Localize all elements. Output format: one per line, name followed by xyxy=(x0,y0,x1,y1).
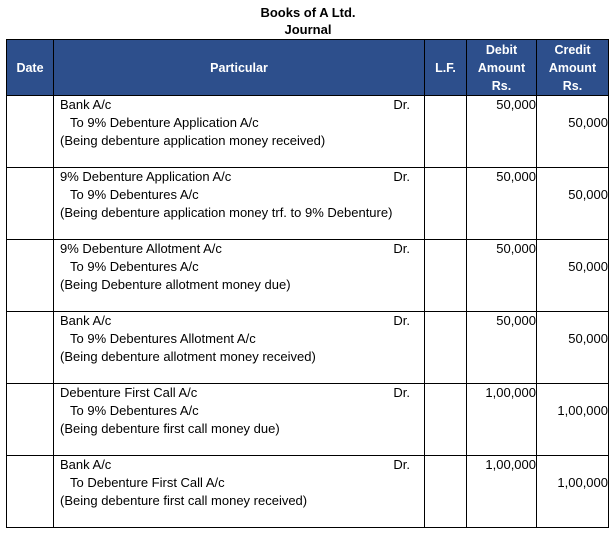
dr-marker: Dr. xyxy=(393,241,410,256)
dr-marker: Dr. xyxy=(393,457,410,472)
particular-cell xyxy=(54,96,425,168)
lf-cell xyxy=(425,168,467,240)
dr-marker: Dr. xyxy=(393,313,410,328)
debit-amount: 1,00,000 xyxy=(467,456,537,528)
journal-entry-row xyxy=(7,168,609,240)
credit-amount: 1,00,000 xyxy=(557,475,608,490)
journal-entry-row xyxy=(7,96,609,168)
date-cell xyxy=(7,96,54,168)
credit-header-line1: Credit xyxy=(554,42,591,57)
credit-header-line3: Rs. xyxy=(562,78,583,93)
credit-amount: 50,000 xyxy=(568,115,608,130)
column-header-lf: L.F. xyxy=(425,40,467,96)
debit-account: Bank A/c xyxy=(60,457,112,472)
particular-cell xyxy=(54,312,425,384)
debit-account: 9% Debenture Application A/c xyxy=(60,169,232,184)
date-cell xyxy=(7,456,54,528)
credit-amount: 50,000 xyxy=(568,187,608,202)
credit-amount-cell xyxy=(537,240,609,312)
debit-header-line1: Debit xyxy=(485,42,518,57)
journal-entry-row xyxy=(7,384,609,456)
credit-amount-cell xyxy=(537,456,609,528)
credit-account: To 9% Debentures A/c xyxy=(70,403,199,418)
column-header-credit xyxy=(537,40,609,96)
credit-amount-cell xyxy=(537,312,609,384)
journal-header-row xyxy=(7,40,609,96)
date-cell xyxy=(7,240,54,312)
dr-marker: Dr. xyxy=(393,169,410,184)
debit-account-line xyxy=(54,384,424,402)
debit-account: Debenture First Call A/c xyxy=(60,385,198,400)
particular-cell xyxy=(54,168,425,240)
debit-account: Bank A/c xyxy=(60,313,112,328)
particular-cell xyxy=(54,384,425,456)
debit-header-line3: Rs. xyxy=(491,78,512,93)
credit-account: To 9% Debentures A/c xyxy=(70,259,199,274)
debit-account-line xyxy=(54,168,424,186)
lf-cell xyxy=(425,312,467,384)
debit-account-line xyxy=(54,456,424,474)
credit-amount-cell xyxy=(537,384,609,456)
credit-account: To 9% Debentures A/c xyxy=(70,187,199,202)
document-title: Books of A Ltd. xyxy=(260,5,356,20)
lf-cell xyxy=(425,240,467,312)
journal-entry-row xyxy=(7,456,609,528)
lf-cell xyxy=(425,384,467,456)
journal-entry-row xyxy=(7,240,609,312)
debit-account-line xyxy=(54,312,424,330)
credit-header-line2: Amount xyxy=(548,60,597,75)
date-cell xyxy=(7,384,54,456)
lf-cell xyxy=(425,456,467,528)
narration: (Being debenture application money trf. to 9% Debenture) xyxy=(60,205,393,220)
narration: (Being debenture first call money received) xyxy=(60,493,308,508)
narration: (Being debenture allotment money received) xyxy=(60,349,316,364)
narration: (Being Debenture allotment money due) xyxy=(60,277,291,292)
particular-cell xyxy=(54,240,425,312)
credit-amount: 50,000 xyxy=(568,259,608,274)
debit-header-line2: Amount xyxy=(477,60,526,75)
document-subtitle: Journal xyxy=(284,22,332,37)
document-header xyxy=(0,4,616,38)
credit-amount-cell xyxy=(537,96,609,168)
debit-account: 9% Debenture Allotment A/c xyxy=(60,241,222,256)
debit-amount: 50,000 xyxy=(467,240,537,312)
column-header-debit xyxy=(467,40,537,96)
column-header-date: Date xyxy=(7,40,54,96)
credit-amount: 1,00,000 xyxy=(557,403,608,418)
credit-account: To 9% Debentures Allotment A/c xyxy=(70,331,256,346)
debit-account-line xyxy=(54,96,424,114)
dr-marker: Dr. xyxy=(393,385,410,400)
credit-account: To 9% Debenture Application A/c xyxy=(70,115,259,130)
journal-table xyxy=(6,39,609,528)
debit-account-line xyxy=(54,240,424,258)
debit-amount: 1,00,000 xyxy=(467,384,537,456)
debit-amount: 50,000 xyxy=(467,312,537,384)
date-cell xyxy=(7,312,54,384)
debit-account: Bank A/c xyxy=(60,97,112,112)
narration: (Being debenture application money received) xyxy=(60,133,326,148)
credit-amount-cell xyxy=(537,168,609,240)
lf-cell xyxy=(425,96,467,168)
date-cell xyxy=(7,168,54,240)
credit-account: To Debenture First Call A/c xyxy=(70,475,225,490)
column-header-particular: Particular xyxy=(54,40,425,96)
debit-amount: 50,000 xyxy=(467,96,537,168)
particular-cell xyxy=(54,456,425,528)
narration: (Being debenture first call money due) xyxy=(60,421,280,436)
credit-amount: 50,000 xyxy=(568,331,608,346)
debit-amount: 50,000 xyxy=(467,168,537,240)
journal-entry-row xyxy=(7,312,609,384)
dr-marker: Dr. xyxy=(393,97,410,112)
